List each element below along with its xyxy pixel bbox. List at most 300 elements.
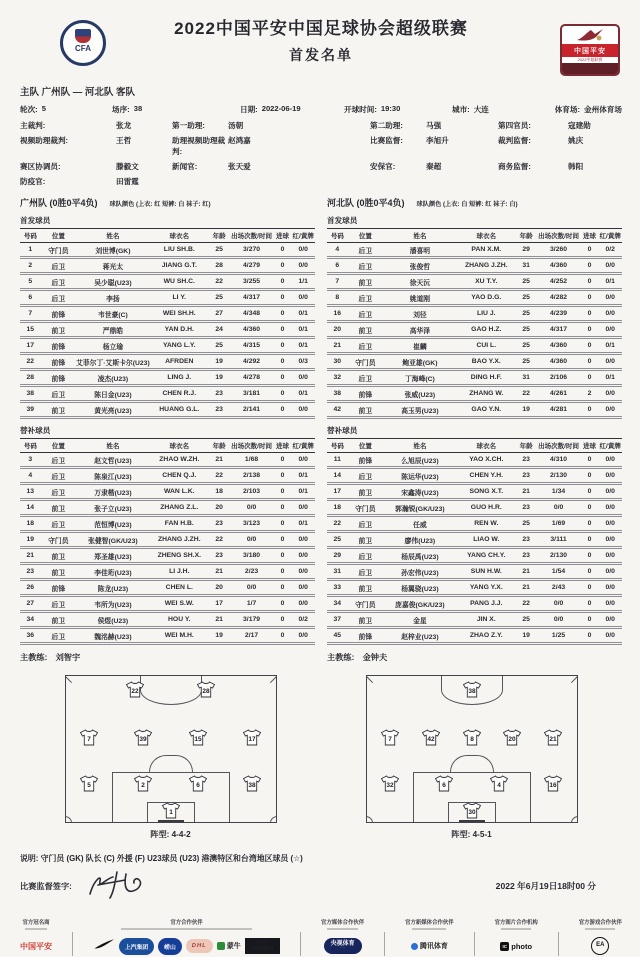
- player-row: [20, 306, 315, 322]
- player-cards: 0/0: [598, 516, 622, 532]
- match-info-item: [112, 104, 240, 115]
- col-jersey: 球衣名: [150, 229, 209, 243]
- player-row: [327, 386, 622, 402]
- player-number: 37: [327, 612, 348, 628]
- official-item: [370, 120, 498, 131]
- player-goals: 0: [274, 612, 292, 628]
- sponsor-footer: [20, 918, 622, 957]
- cctv-text: 央视体育: [330, 940, 355, 947]
- player-row: [20, 322, 315, 338]
- player-number: 26: [20, 580, 41, 596]
- svg-text:8: 8: [469, 736, 474, 744]
- col-cards: 红/黄牌: [598, 439, 622, 453]
- player-jersey-name: GAO H.Z.: [457, 322, 516, 338]
- player-goals: 0: [581, 596, 599, 612]
- player-goals: 0: [581, 338, 599, 354]
- player-position: 后卫: [348, 468, 383, 484]
- pingan-logo: 中国平安: [20, 941, 52, 951]
- col-age: 年龄: [209, 439, 230, 453]
- player-name: 陈泉江(U23): [76, 468, 150, 484]
- player-number: 17: [20, 338, 41, 354]
- sponsor-badge-footer: [562, 63, 618, 76]
- player-age: 28: [209, 258, 230, 274]
- player-row: [327, 612, 622, 628]
- match-info-item: [344, 104, 452, 115]
- player-goals: 0: [581, 548, 599, 564]
- player-apps: 3/181: [229, 386, 273, 402]
- player-apps: 2/17: [229, 628, 273, 644]
- player-name: 丁海峰(C): [383, 370, 457, 386]
- svg-text:5: 5: [86, 781, 91, 789]
- official-role-label: 比赛监督:: [370, 136, 403, 145]
- player-name: 庞嘉俊(GK/U23): [383, 596, 457, 612]
- player-age: 25: [516, 306, 537, 322]
- player-cards: 0/0: [291, 290, 315, 306]
- player-position: 前锋: [41, 354, 76, 370]
- footer-group-new-media: [405, 918, 454, 957]
- player-number: 19: [20, 532, 41, 548]
- player-cards: 0/0: [291, 258, 315, 274]
- col-number: 号码: [20, 229, 41, 243]
- player-position: 后卫: [348, 548, 383, 564]
- match-info-value: 金州体育场: [584, 105, 622, 114]
- player-position: 前锋: [41, 338, 76, 354]
- player-row: [20, 580, 315, 596]
- player-number: 18: [20, 516, 41, 532]
- match-info-value: 19:30: [380, 104, 401, 113]
- svg-text:17: 17: [248, 736, 257, 744]
- official-name: 张龙: [116, 121, 132, 130]
- player-number: 22: [20, 354, 41, 370]
- player-position: 后卫: [41, 453, 76, 468]
- player-goals: 0: [274, 453, 292, 468]
- player-apps: 2/43: [536, 580, 580, 596]
- svg-text:39: 39: [139, 736, 147, 744]
- player-cards: 0/0: [291, 628, 315, 644]
- player-position: 前卫: [348, 274, 383, 290]
- player-age: 21: [516, 580, 537, 596]
- player-position: 后卫: [348, 338, 383, 354]
- svg-text:1: 1: [168, 809, 173, 817]
- home-formation: [31, 675, 311, 840]
- signature-row: [20, 868, 622, 904]
- player-shirt-icon: [243, 729, 262, 751]
- official-role-label: 新闻官:: [172, 162, 198, 171]
- footer-group-subtext: [412, 928, 446, 930]
- player-position: 守门员: [348, 596, 383, 612]
- cfa-shield-icon: [75, 29, 91, 43]
- player-number: 5: [20, 274, 41, 290]
- player-apps: 4/279: [229, 258, 273, 274]
- player-row: [327, 243, 622, 258]
- col-goals: 进球: [581, 229, 599, 243]
- player-number: 31: [327, 564, 348, 580]
- csl-logo-icon: [562, 26, 618, 44]
- player-name: 侯煜(U23): [76, 612, 150, 628]
- away-team-name: 河北队 (0胜0平4负): [327, 198, 405, 208]
- footer-divider: [72, 932, 73, 956]
- player-number: 1: [20, 243, 41, 258]
- match-info-row: [20, 104, 622, 115]
- player-goals: 0: [581, 516, 599, 532]
- player-cards: 0/0: [598, 322, 622, 338]
- player-jersey-name: WEI S.W.: [150, 596, 209, 612]
- player-cards: 0/0: [291, 370, 315, 386]
- player-cards: 1/1: [291, 274, 315, 290]
- player-row: [20, 468, 315, 484]
- player-shirt-icon: [489, 775, 508, 797]
- player-name: 杨立瑜: [76, 338, 150, 354]
- player-row: [327, 596, 622, 612]
- player-jersey-name: YAN D.H.: [150, 322, 209, 338]
- player-age: 25: [209, 338, 230, 354]
- player-jersey-name: YANG Y.X.: [457, 580, 516, 596]
- player-cards: 0/0: [598, 258, 622, 274]
- player-name: 张子立(U23): [76, 500, 150, 516]
- svg-text:15: 15: [194, 736, 202, 744]
- player-row: [20, 386, 315, 402]
- player-row: [327, 402, 622, 418]
- player-row: [327, 258, 622, 274]
- player-jersey-name: WAN L.K.: [150, 484, 209, 500]
- player-name: 范恒博(U23): [76, 516, 150, 532]
- player-apps: 4/282: [536, 290, 580, 306]
- away-pitch-diagram: [366, 675, 578, 823]
- page-subtitle: 首发名单: [289, 47, 353, 63]
- player-jersey-name: BAO Y.X.: [457, 354, 516, 370]
- icphoto-text: photo: [511, 941, 533, 951]
- footer-group-label: 官方合作伙伴: [170, 920, 203, 926]
- submission-datetime: 2022 年6月19日18时00 分: [495, 881, 596, 891]
- player-jersey-name: XU T.Y.: [457, 274, 516, 290]
- player-number: 30: [327, 354, 348, 370]
- home-team-name: 广州队 (0胜0平4负): [20, 198, 98, 208]
- officials-grid: [20, 120, 622, 187]
- corner-arc: [571, 816, 578, 823]
- player-position: 前卫: [348, 612, 383, 628]
- player-cards: 0/0: [291, 453, 315, 468]
- mengniu-icon: [217, 942, 225, 950]
- player-position: 前卫: [41, 402, 76, 418]
- player-row: [20, 532, 315, 548]
- player-jersey-name: YAO X.CH.: [457, 453, 516, 468]
- player-row: [327, 484, 622, 500]
- official-role-label: 裁判监督:: [498, 136, 531, 145]
- player-cards: 0/1: [598, 338, 622, 354]
- player-age: 19: [209, 628, 230, 644]
- penalty-arc: [149, 755, 193, 772]
- player-goals: 0: [581, 484, 599, 500]
- player-apps: 4/317: [536, 322, 580, 338]
- svg-text:2: 2: [141, 781, 145, 789]
- player-age: 23: [209, 516, 230, 532]
- col-number: 号码: [20, 439, 41, 453]
- official-item: [20, 120, 172, 131]
- col-position: 位置: [348, 439, 383, 453]
- player-row: [327, 290, 622, 306]
- player-goals: 0: [581, 258, 599, 274]
- player-number: 42: [327, 402, 348, 418]
- official-role-label: 安保官:: [370, 162, 396, 171]
- footer-group-title-sponsor: [20, 918, 52, 957]
- player-age: 25: [516, 274, 537, 290]
- player-age: 21: [516, 564, 537, 580]
- player-apps: 4/281: [536, 402, 580, 418]
- player-jersey-name: CHEN L.: [150, 580, 209, 596]
- official-name: 赵鸿嘉: [228, 136, 251, 145]
- player-name: 张健智(GK/U23): [76, 532, 150, 548]
- player-row: [20, 338, 315, 354]
- player-name: 万隶楷(U23): [76, 484, 150, 500]
- official-name: 寇建勋: [568, 121, 591, 130]
- player-shirt-icon: [503, 729, 522, 751]
- player-number: 18: [327, 500, 348, 516]
- col-position: 位置: [41, 439, 76, 453]
- player-number: 6: [20, 290, 41, 306]
- sponsor-badge-brand: 中国平安: [562, 44, 618, 57]
- player-shirt-icon: [544, 775, 563, 797]
- player-apps: 1/54: [536, 564, 580, 580]
- col-goals: 进球: [581, 439, 599, 453]
- away-team-kit: 球队颜色 (上衣: 白 短裤: 红 袜子: 白): [416, 201, 518, 208]
- player-shirt-icon: [161, 802, 180, 823]
- player-age: 23: [209, 386, 230, 402]
- player-age: 31: [516, 258, 537, 274]
- dhl-logo: DHL: [186, 939, 213, 953]
- col-age: 年龄: [516, 229, 537, 243]
- player-shirt-icon: [79, 775, 98, 797]
- match-info-label: 城市:: [452, 105, 470, 114]
- official-role-label: 主裁判:: [20, 121, 46, 130]
- away-coach-name: 金钟夫: [362, 653, 388, 662]
- penalty-arc: [450, 755, 494, 772]
- player-age: 19: [516, 628, 537, 644]
- away-formation: [332, 675, 612, 840]
- player-jersey-name: JIANG G.T.: [150, 258, 209, 274]
- player-jersey-name: ZHAO W.ZH.: [150, 453, 209, 468]
- player-position: 前锋: [348, 453, 383, 468]
- player-apps: 4/360: [536, 258, 580, 274]
- player-number: 13: [20, 484, 41, 500]
- player-goals: 0: [581, 532, 599, 548]
- player-jersey-name: REN W.: [457, 516, 516, 532]
- player-age: 20: [209, 500, 230, 516]
- player-goals: 0: [581, 402, 599, 418]
- home-coach-name: 刘智宇: [55, 653, 81, 662]
- player-name: 杨辰禹(U23): [383, 548, 457, 564]
- player-cards: 0/0: [291, 402, 315, 418]
- player-shirt-icon: [125, 681, 144, 703]
- player-shirt-icon: [462, 681, 481, 703]
- match-info-label: 日期:: [240, 105, 258, 114]
- home-coach-line: [20, 652, 315, 663]
- player-row: [327, 564, 622, 580]
- away-subs-label: 替补球员: [327, 426, 358, 435]
- player-position: 后卫: [41, 386, 76, 402]
- player-cards: 0/0: [598, 580, 622, 596]
- player-goals: 0: [274, 628, 292, 644]
- player-apps: 2/141: [229, 402, 273, 418]
- svg-text:38: 38: [248, 781, 257, 789]
- player-jersey-name: ZHAO Z.Y.: [457, 628, 516, 644]
- player-age: 25: [516, 290, 537, 306]
- player-shirt-icon: [380, 729, 399, 751]
- player-cards: 0/1: [291, 338, 315, 354]
- legend-line: 说明: 守门员 (GK) 队长 (C) 外援 (F) U23球员 (U23) 港澳特区和台湾地区球员 (☆): [20, 854, 303, 863]
- player-cards: 0/2: [598, 243, 622, 258]
- official-name: 李旭升: [426, 136, 449, 145]
- footer-divider: [384, 932, 385, 956]
- footer-group-subtext: [25, 928, 47, 930]
- player-goals: 0: [581, 322, 599, 338]
- col-number: 号码: [327, 229, 348, 243]
- player-row: [20, 500, 315, 516]
- player-name: 郑圣雄(U23): [76, 548, 150, 564]
- player-number: 38: [20, 386, 41, 402]
- match-info-label: 开球时间:: [344, 105, 377, 114]
- player-cards: 0/0: [291, 564, 315, 580]
- home-subs-table: [20, 438, 315, 645]
- away-starters-table: [327, 228, 622, 419]
- player-number: 14: [20, 500, 41, 516]
- player-jersey-name: PAN X.M.: [457, 243, 516, 258]
- player-apps: 4/252: [536, 274, 580, 290]
- player-jersey-name: ZHANG W.: [457, 386, 516, 402]
- player-number: 21: [327, 338, 348, 354]
- match-info-item: [452, 104, 555, 115]
- player-jersey-name: SUN H.W.: [457, 564, 516, 580]
- player-age: 19: [209, 370, 230, 386]
- player-position: 后卫: [41, 468, 76, 484]
- player-number: 7: [327, 274, 348, 290]
- player-number: 32: [327, 370, 348, 386]
- player-goals: 0: [274, 596, 292, 612]
- player-jersey-name: ZHANG J.ZH.: [150, 532, 209, 548]
- player-row: [327, 532, 622, 548]
- player-jersey-name: AFRDEN: [150, 354, 209, 370]
- player-number: 28: [20, 370, 41, 386]
- player-row: [327, 274, 622, 290]
- player-row: [20, 274, 315, 290]
- away-coach-line: [327, 652, 622, 663]
- player-row: [20, 258, 315, 274]
- player-goals: 0: [274, 258, 292, 274]
- laoshan-logo: 崂山: [158, 938, 182, 955]
- col-age: 年龄: [209, 229, 230, 243]
- player-apps: 0/0: [536, 500, 580, 516]
- player-name: 么旭辰(U23): [383, 453, 457, 468]
- player-apps: 4/310: [536, 453, 580, 468]
- player-shirt-icon: [544, 729, 563, 751]
- official-item: [20, 161, 172, 172]
- player-cards: 0/1: [291, 484, 315, 500]
- player-apps: 4/278: [229, 370, 273, 386]
- page-title: 2022中国平安中国足球协会超级联赛: [174, 19, 468, 38]
- player-jersey-name: ZHENG SH.X.: [150, 548, 209, 564]
- signature-label: 比赛监督签字:: [20, 881, 72, 891]
- player-cards: 0/0: [291, 580, 315, 596]
- player-jersey-name: LING J.: [150, 370, 209, 386]
- player-position: 前卫: [348, 402, 383, 418]
- player-row: [327, 580, 622, 596]
- sponsor-badge: [560, 24, 620, 76]
- tencent-text: 腾讯体育: [419, 943, 448, 950]
- official-item: [498, 120, 620, 131]
- player-goals: 0: [274, 484, 292, 500]
- official-role-label: 助理视频助理裁判:: [172, 136, 226, 156]
- player-apps: 4/239: [536, 306, 580, 322]
- player-position: 前卫: [348, 322, 383, 338]
- mengniu-logo: [217, 941, 241, 951]
- svg-text:7: 7: [86, 736, 91, 744]
- match-info-item: [20, 104, 112, 115]
- col-jersey: 球衣名: [150, 439, 209, 453]
- official-name: 张天爱: [228, 162, 251, 171]
- player-number: 7: [20, 306, 41, 322]
- player-row: [327, 354, 622, 370]
- player-name: 张俊哲: [383, 258, 457, 274]
- corner-mark: [366, 676, 373, 683]
- player-goals: 0: [581, 453, 599, 468]
- player-apps: 4/261: [536, 386, 580, 402]
- player-row: [20, 243, 315, 258]
- player-age: 25: [516, 338, 537, 354]
- tencent-icon: [411, 943, 418, 950]
- player-position: 守门员: [348, 354, 383, 370]
- player-row: [20, 402, 315, 418]
- svg-text:4: 4: [496, 781, 501, 789]
- col-cards: 红/黄牌: [291, 439, 315, 453]
- svg-text:28: 28: [202, 688, 210, 696]
- player-row: [20, 516, 315, 532]
- player-position: 前锋: [348, 628, 383, 644]
- player-name: 鲍亚雄(GK): [383, 354, 457, 370]
- player-cards: 0/0: [598, 500, 622, 516]
- official-item: [370, 161, 498, 172]
- player-name: 蒋光太: [76, 258, 150, 274]
- player-age: 25: [516, 516, 537, 532]
- player-apps: 2/130: [536, 548, 580, 564]
- player-cards: 0/0: [598, 306, 622, 322]
- player-position: 后卫: [348, 258, 383, 274]
- saic-logo: 上汽集团: [119, 938, 154, 955]
- player-goals: 0: [274, 500, 292, 516]
- player-jersey-name: DING H.F.: [457, 370, 516, 386]
- player-row: [327, 306, 622, 322]
- player-apps: 2/130: [536, 468, 580, 484]
- official-name: 姚庆: [568, 136, 584, 145]
- svg-text:7: 7: [387, 736, 392, 744]
- player-goals: 0: [581, 612, 599, 628]
- player-row: [327, 516, 622, 532]
- player-row: [20, 548, 315, 564]
- player-age: 25: [516, 354, 537, 370]
- player-jersey-name: CHEN Q.J.: [150, 468, 209, 484]
- player-goals: 0: [581, 370, 599, 386]
- player-position: 前卫: [41, 612, 76, 628]
- footer-group-partners: [93, 918, 280, 957]
- player-position: 后卫: [348, 306, 383, 322]
- player-age: 22: [209, 532, 230, 548]
- col-age: 年龄: [516, 439, 537, 453]
- player-age: 22: [209, 468, 230, 484]
- official-name: 王哲: [116, 136, 132, 145]
- player-name: 徐天沅: [383, 274, 457, 290]
- player-shirt-icon: [134, 729, 153, 751]
- player-position: 后卫: [348, 370, 383, 386]
- cfa-logo-text: CFA: [75, 44, 91, 53]
- corner-arc: [270, 816, 277, 823]
